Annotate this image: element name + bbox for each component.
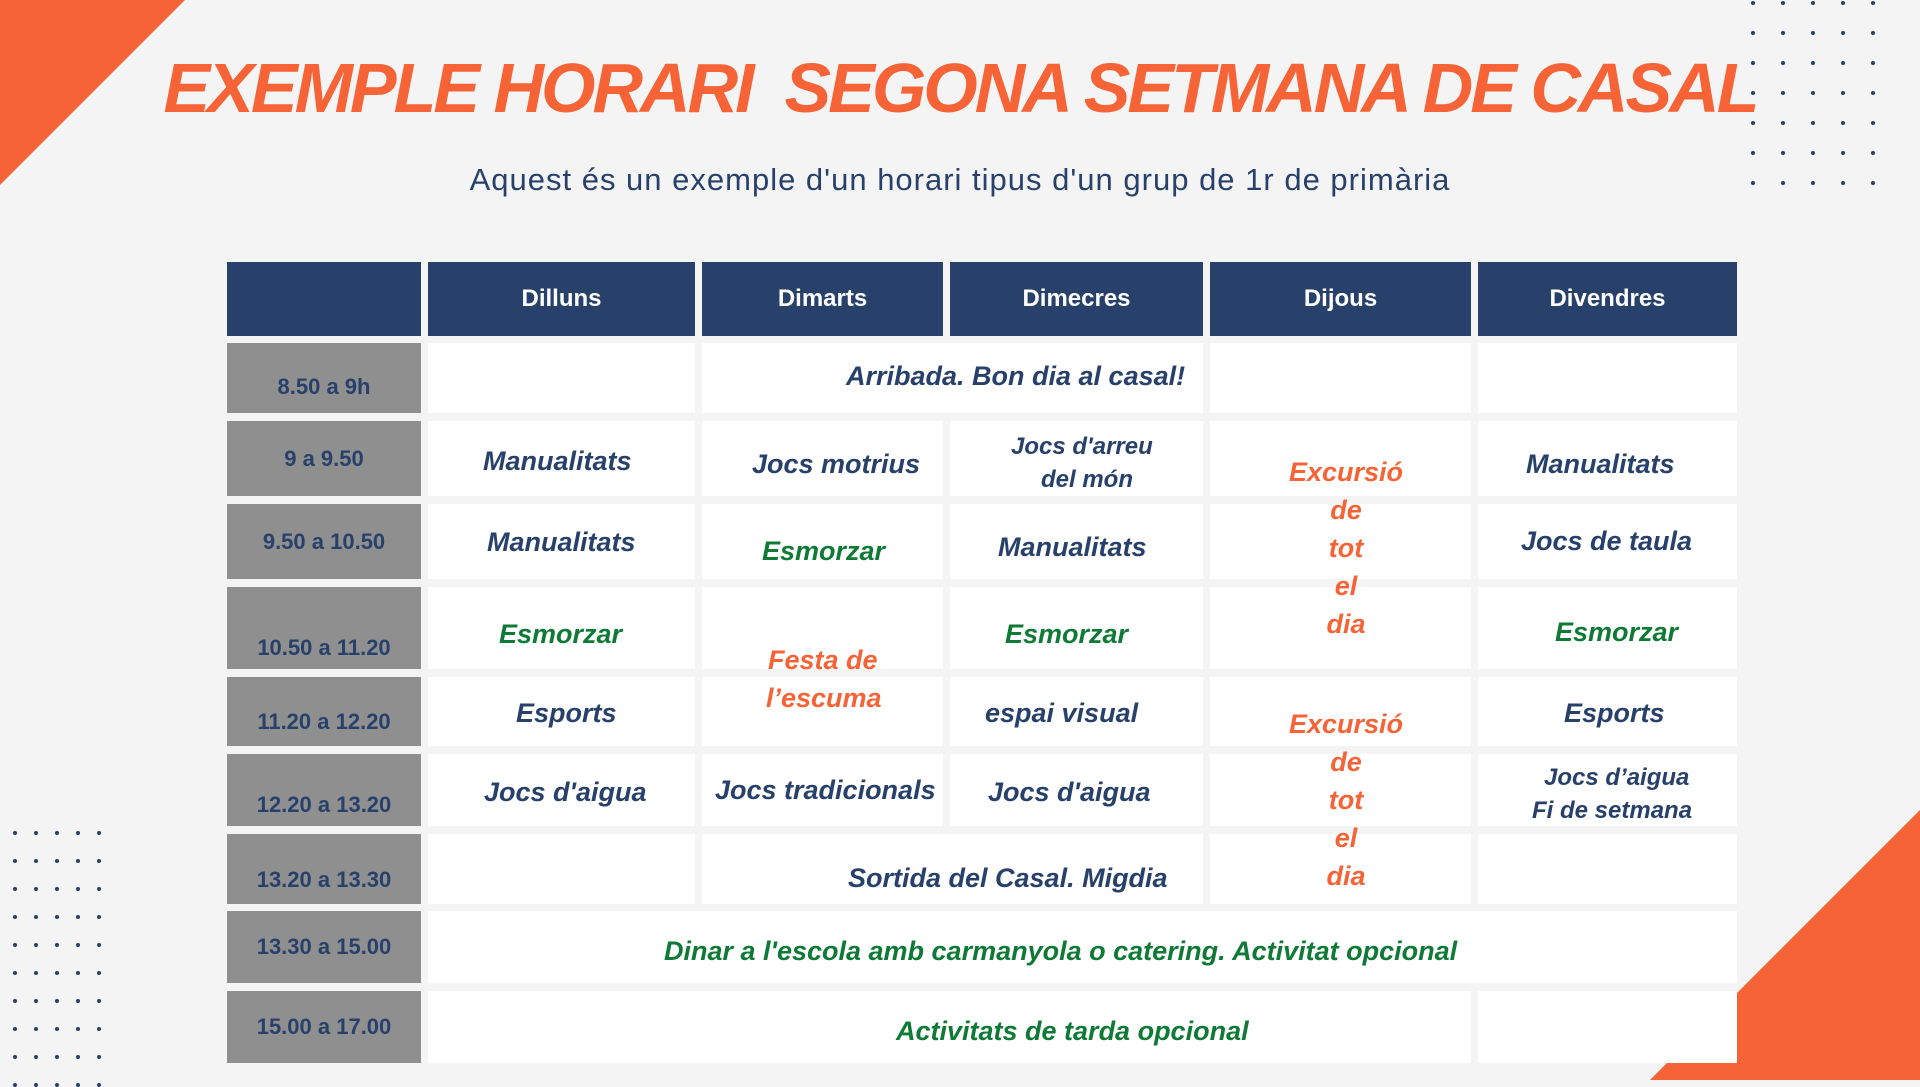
dot bbox=[76, 999, 80, 1003]
dot bbox=[76, 971, 80, 975]
dot bbox=[34, 831, 38, 835]
dot bbox=[34, 1083, 38, 1087]
activity-friday-manualitats: Manualitats bbox=[1526, 449, 1675, 479]
dot bbox=[1811, 31, 1815, 35]
time-slot: 13.20 a 13.30 bbox=[227, 834, 421, 904]
time-slot: 13.30 a 15.00 bbox=[227, 911, 421, 983]
activity-thursday-excursio: Excursió de tot el dia bbox=[1288, 709, 1404, 891]
dot bbox=[13, 1027, 17, 1031]
dot bbox=[13, 1083, 17, 1087]
activity-monday-esports: Esports bbox=[516, 698, 617, 728]
dot bbox=[1841, 31, 1845, 35]
activity-friday-jocs-taula: Jocs de taula bbox=[1521, 526, 1693, 556]
dot bbox=[34, 887, 38, 891]
activity-monday-jocs-aigua: Jocs d'aigua bbox=[484, 777, 647, 807]
dot bbox=[1781, 31, 1785, 35]
dot bbox=[13, 915, 17, 919]
time-slot: 10.50 a 11.20 bbox=[227, 587, 421, 669]
dot bbox=[1811, 151, 1815, 155]
dot bbox=[1811, 1, 1815, 5]
dot bbox=[1841, 151, 1845, 155]
dot bbox=[97, 859, 101, 863]
dot bbox=[34, 1055, 38, 1059]
activity-friday-fi-setmana: Fi de setmana bbox=[1532, 797, 1693, 824]
dot bbox=[55, 971, 59, 975]
dot bbox=[34, 915, 38, 919]
activity-wednesday-espai-visual: espai visual bbox=[985, 698, 1139, 728]
activity-friday-esmorzar: Esmorzar bbox=[1555, 617, 1679, 647]
dot bbox=[55, 915, 59, 919]
activity-friday-esports: Esports bbox=[1564, 698, 1665, 728]
activity-wednesday-manualitats: Manualitats bbox=[998, 532, 1147, 562]
dot bbox=[34, 971, 38, 975]
activity-tuesday-jocs-tradicionals: Jocs tradicionals bbox=[715, 775, 936, 805]
dot bbox=[97, 887, 101, 891]
dot bbox=[97, 971, 101, 975]
dot bbox=[1781, 151, 1785, 155]
dot bbox=[97, 915, 101, 919]
dot bbox=[34, 943, 38, 947]
header-day-wednesday: Dimecres bbox=[950, 262, 1203, 336]
activity-tuesday-festa-escuma: Festa de bbox=[768, 645, 878, 675]
header-corner-cell bbox=[227, 262, 421, 336]
activity-monday-manualitats: Manualitats bbox=[483, 446, 632, 476]
dot bbox=[1781, 1, 1785, 5]
dot bbox=[13, 831, 17, 835]
dot bbox=[1751, 31, 1755, 35]
time-slot: 11.20 a 12.20 bbox=[227, 677, 421, 746]
dot bbox=[1871, 31, 1875, 35]
dot bbox=[76, 915, 80, 919]
table-cell bbox=[428, 834, 695, 904]
activity-dinar: Dinar a l'escola amb carmanyola o catering. Activitat opcional bbox=[664, 936, 1458, 966]
time-slot: 8.50 a 9h bbox=[227, 343, 421, 413]
dot bbox=[97, 1055, 101, 1059]
page-title: EXEMPLE HORARI SEGONA SETMANA DE CASAL bbox=[163, 49, 1757, 127]
dot bbox=[34, 859, 38, 863]
activity-sortida: Sortida del Casal. Migdia bbox=[848, 863, 1168, 893]
dot bbox=[97, 831, 101, 835]
activity-wednesday-del-mon: del món bbox=[1041, 466, 1134, 493]
dot bbox=[76, 1055, 80, 1059]
time-slot: 9.50 a 10.50 bbox=[227, 504, 421, 579]
dot bbox=[1751, 1, 1755, 5]
dot bbox=[76, 859, 80, 863]
dot bbox=[55, 887, 59, 891]
dot bbox=[76, 943, 80, 947]
dot-pattern-bottom-left bbox=[13, 831, 101, 1087]
dot bbox=[97, 1083, 101, 1087]
activity-wednesday-jocs-arreu: Jocs d'arreu bbox=[1011, 433, 1153, 460]
dot bbox=[55, 1055, 59, 1059]
table-cell bbox=[1478, 834, 1737, 904]
time-slot: 15.00 a 17.00 bbox=[227, 991, 421, 1063]
activity-tarda: Activitats de tarda opcional bbox=[896, 1016, 1249, 1046]
activity-wednesday-jocs-aigua: Jocs d'aigua bbox=[988, 777, 1151, 807]
dot bbox=[1871, 1, 1875, 5]
time-slot: 12.20 a 13.20 bbox=[227, 754, 421, 826]
dot bbox=[76, 1027, 80, 1031]
activity-monday-manualitats: Manualitats bbox=[487, 527, 636, 557]
table-cell bbox=[1478, 343, 1737, 413]
activity-friday-jocs-aigua: Jocs d’aigua bbox=[1544, 764, 1690, 791]
dot bbox=[1841, 1, 1845, 5]
activity-wednesday-esmorzar: Esmorzar bbox=[1005, 619, 1129, 649]
dot bbox=[34, 999, 38, 1003]
dot bbox=[55, 943, 59, 947]
dot bbox=[1871, 151, 1875, 155]
dot bbox=[97, 1027, 101, 1031]
dot bbox=[55, 859, 59, 863]
dot bbox=[55, 1027, 59, 1031]
activity-tuesday-esmorzar: Esmorzar bbox=[762, 536, 886, 566]
page-subtitle: Aquest és un exemple d'un horari tipus d'un grup de 1r de primària bbox=[469, 162, 1451, 197]
dot bbox=[13, 943, 17, 947]
dot bbox=[55, 999, 59, 1003]
activity-thursday-excursio: Excursió de tot el dia bbox=[1288, 457, 1404, 639]
dot bbox=[13, 1055, 17, 1059]
dot bbox=[13, 999, 17, 1003]
header-day-tuesday: Dimarts bbox=[702, 262, 943, 336]
dot bbox=[97, 943, 101, 947]
header-day-monday: Dilluns bbox=[428, 262, 695, 336]
dot bbox=[13, 859, 17, 863]
dot bbox=[13, 971, 17, 975]
dot bbox=[55, 831, 59, 835]
dot bbox=[34, 1027, 38, 1031]
header-day-friday: Divendres bbox=[1478, 262, 1737, 336]
table-cell bbox=[428, 343, 695, 413]
activity-monday-esmorzar: Esmorzar bbox=[499, 619, 623, 649]
dot bbox=[97, 999, 101, 1003]
table-cell bbox=[1478, 991, 1737, 1063]
time-slot: 9 a 9.50 bbox=[227, 421, 421, 496]
dot bbox=[76, 831, 80, 835]
dot bbox=[55, 1083, 59, 1087]
activity-arribada: Arribada. Bon dia al casal! bbox=[846, 361, 1186, 391]
dot bbox=[13, 887, 17, 891]
dot bbox=[76, 887, 80, 891]
header-day-thursday: Dijous bbox=[1210, 262, 1471, 336]
activity-tuesday-jocs-motrius: Jocs motrius bbox=[752, 449, 921, 479]
dot bbox=[76, 1083, 80, 1087]
table-cell bbox=[1210, 343, 1471, 413]
dot bbox=[1751, 151, 1755, 155]
activity-tuesday-festa-escuma-2: l’escuma bbox=[766, 683, 882, 713]
